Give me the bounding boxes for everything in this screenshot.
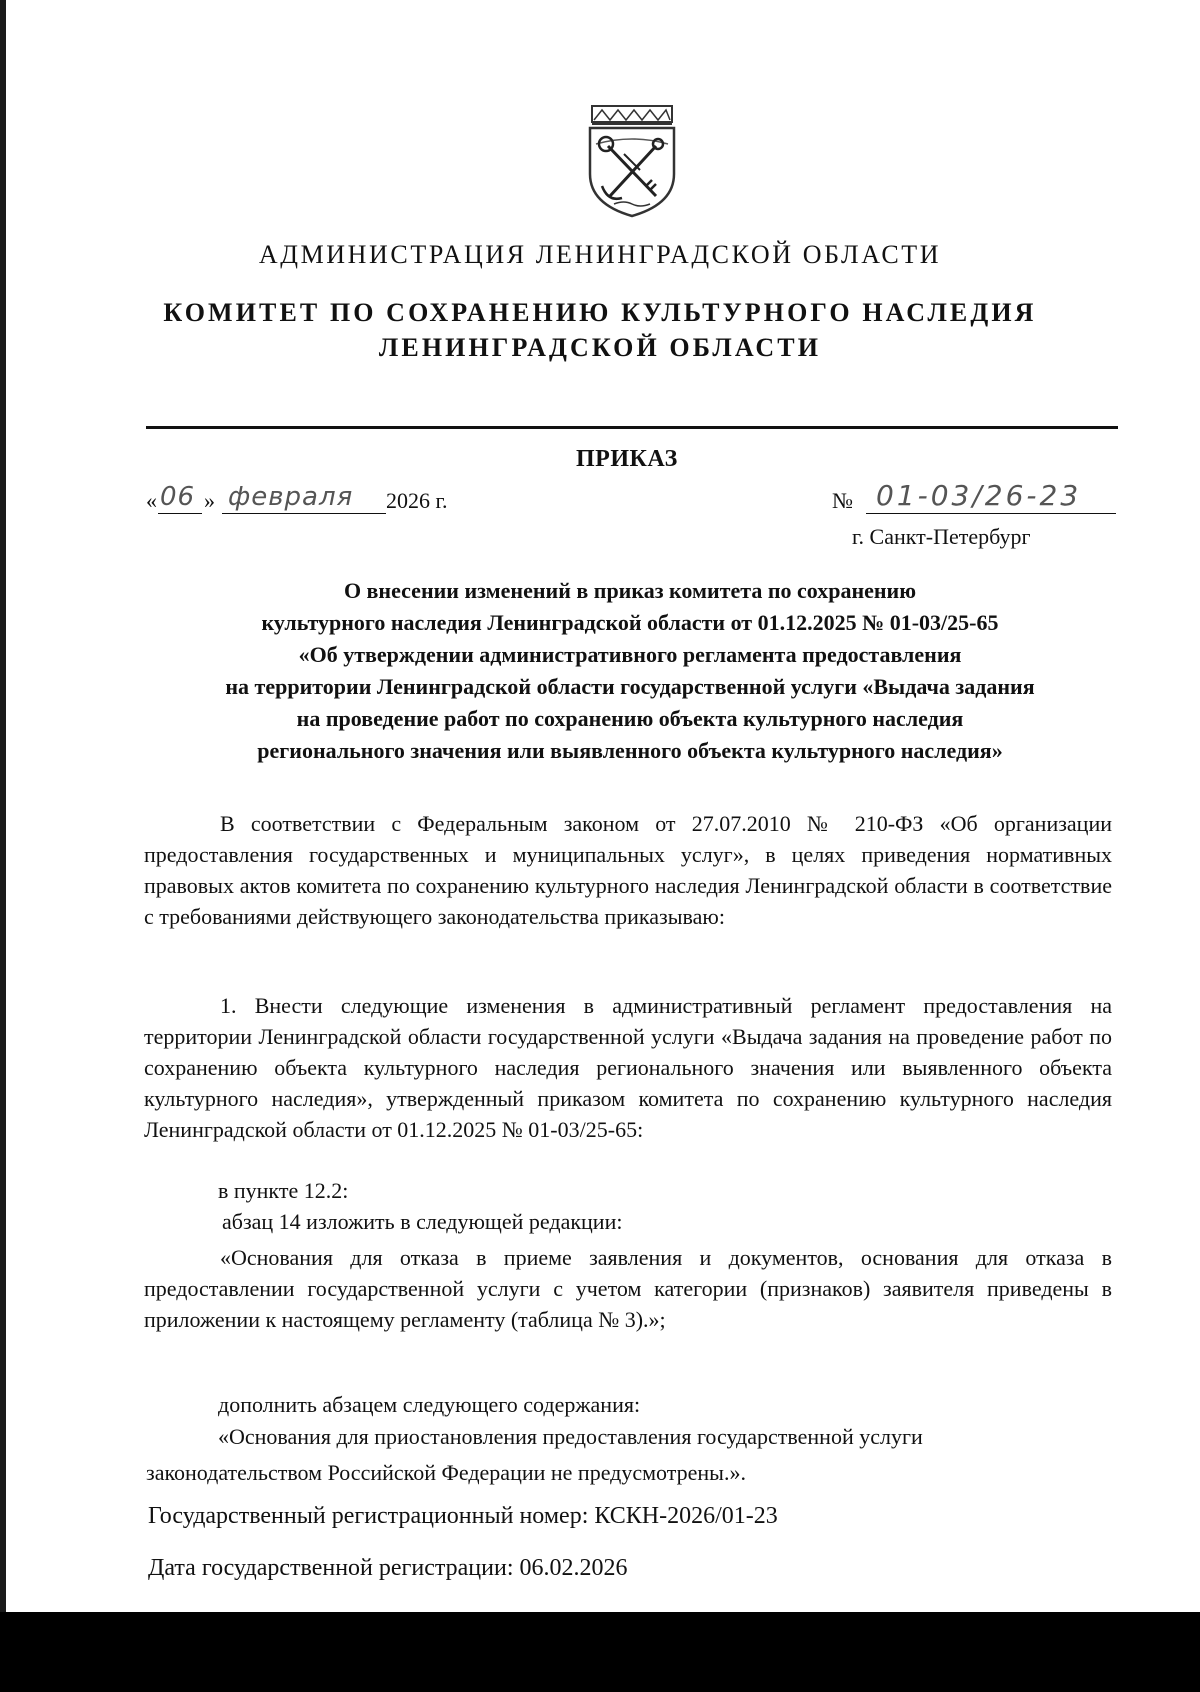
month-underline <box>222 513 386 514</box>
supplement-instruction: дополнить абзацем следующего содержания: <box>218 1392 641 1417</box>
item-1-text: 1. Внести следующие изменения в административный регламент предоставления на территории Ленинградской области государственной услуги «Выдача задания на проведение работ по сохранению объекта культурного наследия регионального значения или выявленного объекта культурного наследия», утвержденный приказом комитета по сохранению культурного наследия Ленинградской области от 01.12.2025 № 01-03/25-65: <box>144 993 1112 1142</box>
order-number <box>832 478 1116 518</box>
paragraph-14-instruction: абзац 14 изложить в следующей редакции: <box>222 1209 623 1234</box>
subject-line: «Об утверждении административного регламента предоставления <box>298 642 962 667</box>
number-sign: № <box>832 488 853 513</box>
order-subject <box>140 575 1120 767</box>
scan-bottom-bar <box>0 1612 1200 1692</box>
date-day-handwritten: 06 <box>160 482 196 512</box>
quote-open: « <box>146 488 157 513</box>
item-1-paragraph <box>144 990 1112 1145</box>
order-number-handwritten: 01-03/26-23 <box>876 479 1082 512</box>
preamble-paragraph <box>144 808 1112 932</box>
quote-2-line1: «Основания для приостановления предоставления государственной услуги <box>218 1424 923 1449</box>
subject-line: на территории Ленинградской области государственной услуги «Выдача задания <box>225 674 1035 699</box>
registration-number: Государственный регистрационный номер: КСКН-2026/01-23 <box>148 1503 778 1529</box>
subject-line: культурного наследия Ленинградской области от 01.12.2025 № 01-03/25-65 <box>261 610 999 635</box>
date-month-handwritten: февраля <box>228 482 354 512</box>
number-underline <box>866 513 1116 514</box>
preamble-text: В соответствии с Федеральным законом от 27.07.2010 № 210-ФЗ «Об организации предоставления государственных и муниципальных услуг», в целях приведения нормативных правовых актов комитета по сохранению культурного наследия Ленинградской области в соответствие с требованиями действующего законодательства приказываю: <box>144 811 1112 929</box>
subject-line: на проведение работ по сохранению объекта культурного наследия <box>296 706 964 731</box>
document-type-title: ПРИКАЗ <box>576 446 678 472</box>
quote-1-paragraph <box>144 1242 1112 1335</box>
administration-name: АДМИНИСТРАЦИЯ ЛЕНИНГРАДСКОЙ ОБЛАСТИ <box>258 240 942 269</box>
order-date <box>146 482 486 518</box>
quote-1-text: «Основания для отказа в приеме заявления и документов, основания для отказа в предоставлении государственной услуги с учетом категории (признаков) заявителя приведены в приложении к настоящему регламенту (таблица № 3).»; <box>144 1245 1112 1332</box>
quote-close: » <box>204 488 215 513</box>
leningrad-oblast-coat-of-arms-icon <box>584 104 680 220</box>
committee-name-line1: КОМИТЕТ ПО СОХРАНЕНИЮ КУЛЬТУРНОГО НАСЛЕДИЯ <box>163 298 1037 327</box>
registration-date: Дата государственной регистрации: 06.02.2026 <box>148 1555 628 1581</box>
date-year: 2026 г. <box>386 488 448 513</box>
quote-2-line2: законодательством Российской Федерации не предусмотрены.». <box>146 1460 746 1485</box>
subject-line: О внесении изменений в приказ комитета по сохранению <box>343 578 917 603</box>
committee-name-line2: ЛЕНИНГРАДСКОЙ ОБЛАСТИ <box>378 333 822 362</box>
clause-reference: в пункте 12.2: <box>218 1178 349 1203</box>
issue-city: г. Санкт-Петербург <box>852 524 1031 549</box>
day-underline <box>158 513 202 514</box>
subject-line: регионального значения или выявленного объекта культурного наследия» <box>257 738 1003 763</box>
header-divider <box>146 426 1118 429</box>
